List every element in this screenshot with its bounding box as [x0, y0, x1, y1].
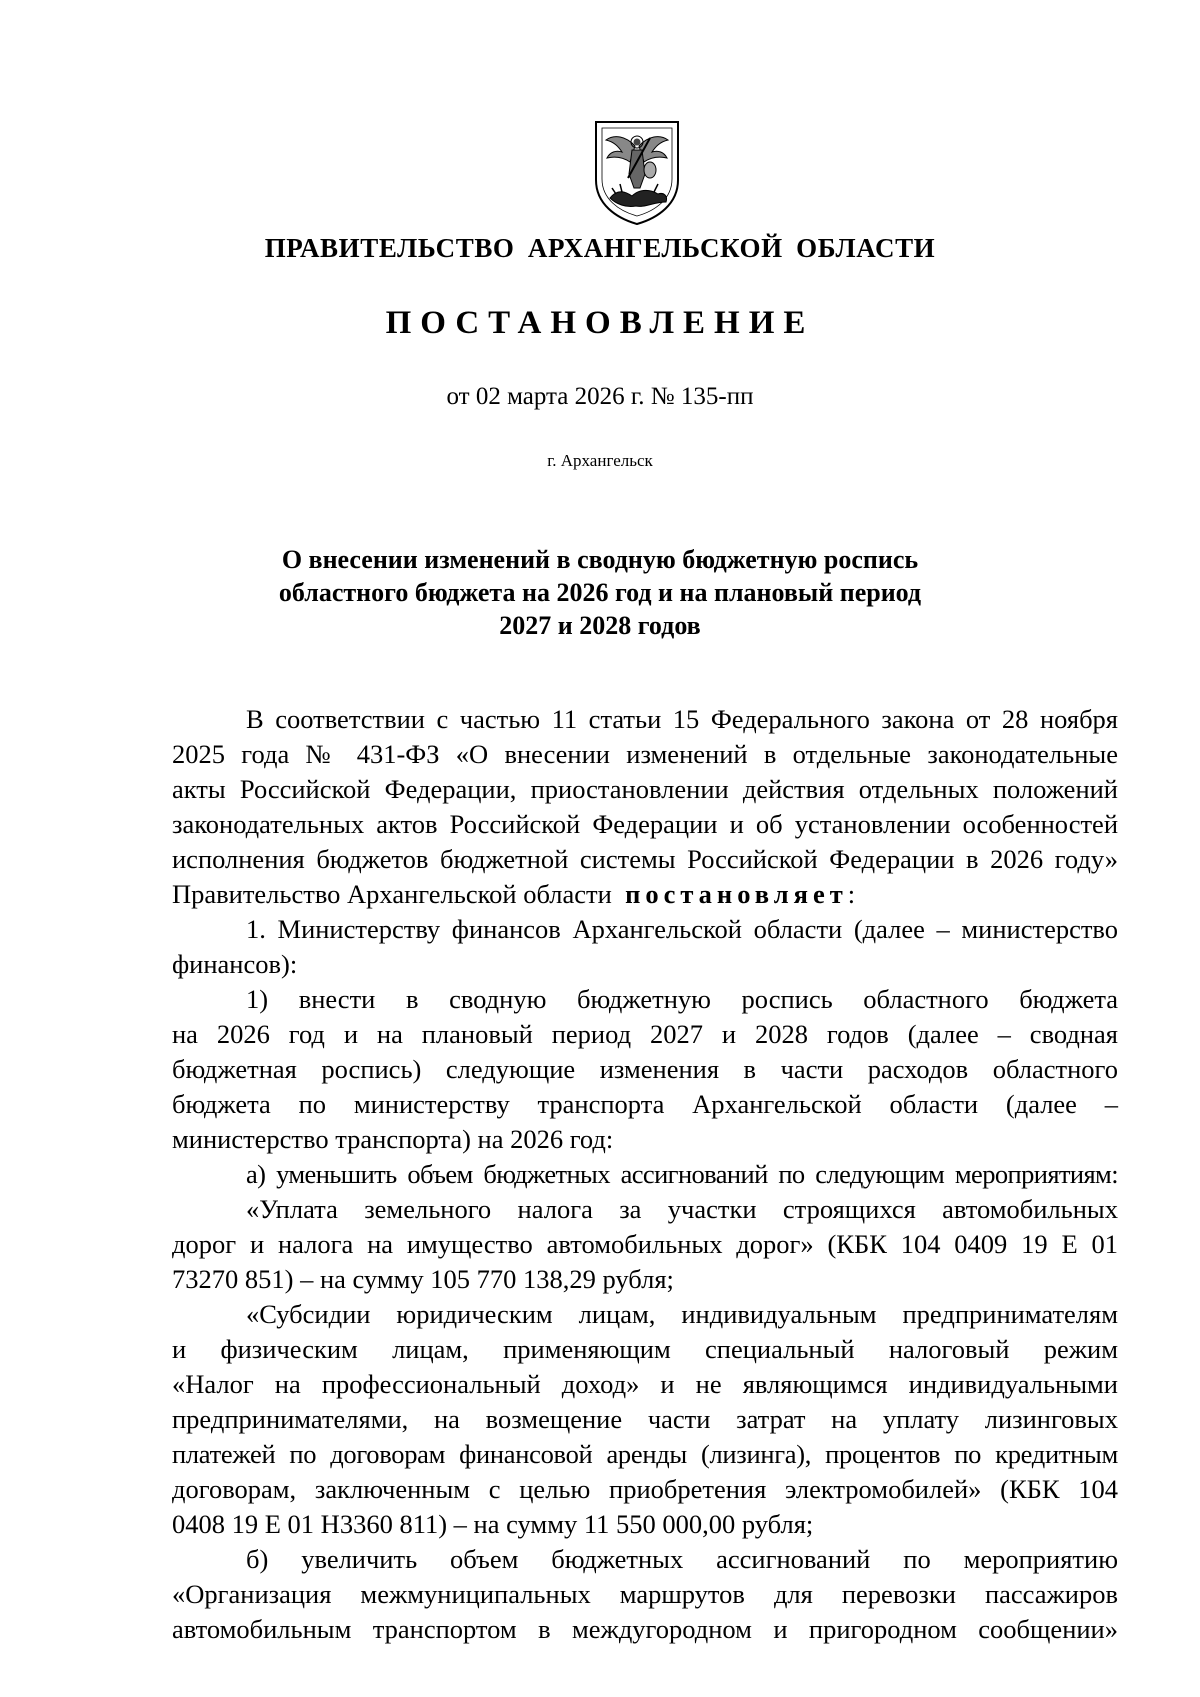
body-line: «Организация межмуниципальных маршрутов для перевозки пассажиров	[172, 1579, 1118, 1609]
body-line: автомобильным транспортом в междугородном и пригородном сообщении»	[172, 1614, 1118, 1644]
subject-line: областного бюджета на 2026 год и на плановый период	[278, 578, 922, 607]
government-title: ПРАВИТЕЛЬСТВО АРХАНГЕЛЬСКОЙ ОБЛАСТИ	[264, 233, 936, 263]
body-line: платежей по договорам финансовой аренды (лизинга), процентов по кредитным	[172, 1439, 1118, 1469]
body-line: 73270 851) – на сумму 105 770 138,29 рубля;	[172, 1264, 674, 1294]
body-line: законодательных актов Российской Федерации и об установлении особенностей	[172, 809, 1118, 839]
document-date-number: от 02 марта 2026 г. № 135-пп	[446, 383, 754, 410]
body-line: 0408 19 Е 01 Н3360 811) – на сумму 11 550 000,00 рубля;	[172, 1509, 814, 1539]
body-line: предпринимателями, на возмещение части затрат на уплату лизинговых	[172, 1404, 1118, 1434]
body-line: а) уменьшить объем бюджетных ассигнований по следующим мероприятиям:	[246, 1159, 1118, 1189]
document-body	[172, 702, 1118, 1647]
body-line: 2025 года № 431-ФЗ «О внесении изменений в отдельные законодательные	[172, 739, 1118, 769]
body-line: В соответствии с частью 11 статьи 15 Федерального закона от 28 ноября	[246, 704, 1118, 734]
resolves-keyword: постановляет	[625, 879, 848, 909]
body-line: 1) внести в сводную бюджетную роспись областного бюджета	[246, 984, 1118, 1014]
body-line: бюджета по министерству транспорта Архангельской области (далее –	[172, 1089, 1118, 1119]
body-line-fragment: Правительство Архангельской области	[172, 879, 612, 909]
body-line: на 2026 год и на плановый период 2027 и 2028 годов (далее – сводная	[172, 1019, 1118, 1049]
subject-line: 2027 и 2028 годов	[499, 611, 701, 640]
body-line: «Налог на профессиональный доход» и не являющимся индивидуальными	[172, 1369, 1118, 1399]
body-line: и физическим лицам, применяющим специальный налоговый режим	[172, 1334, 1118, 1364]
body-line: «Субсидии юридическим лицам, индивидуальным предпринимателям	[246, 1299, 1118, 1329]
body-line-resolves	[172, 877, 1118, 912]
body-line: дорог и налога на имущество автомобильных дорог» (КБК 104 0409 19 Е 01	[172, 1229, 1118, 1259]
coat-of-arms-icon	[592, 118, 682, 226]
document-type-heading: ПОСТАНОВЛЕНИЕ	[385, 305, 815, 341]
body-line: исполнения бюджетов бюджетной системы Российской Федерации в 2026 году»	[172, 844, 1118, 874]
body-line: 1. Министерству финансов Архангельской области (далее – министерство	[246, 914, 1118, 944]
body-line: б) увеличить объем бюджетных ассигнований по мероприятию	[246, 1544, 1118, 1574]
body-line-fragment: :	[847, 879, 856, 909]
body-line: бюджетная роспись) следующие изменения в части расходов областного	[172, 1054, 1118, 1084]
document-city: г. Архангельск	[547, 451, 653, 470]
body-line: «Уплата земельного налога за участки строящихся автомобильных	[246, 1194, 1118, 1224]
body-line: договорам, заключенным с целью приобретения электромобилей» (КБК 104	[172, 1474, 1118, 1504]
body-line: акты Российской Федерации, приостановлении действия отдельных положений	[172, 774, 1118, 804]
document-subject	[200, 543, 1000, 642]
subject-line: О внесении изменений в сводную бюджетную роспись	[281, 545, 919, 574]
body-line: финансов):	[172, 949, 298, 979]
body-line: министерство транспорта) на 2026 год:	[172, 1124, 614, 1154]
